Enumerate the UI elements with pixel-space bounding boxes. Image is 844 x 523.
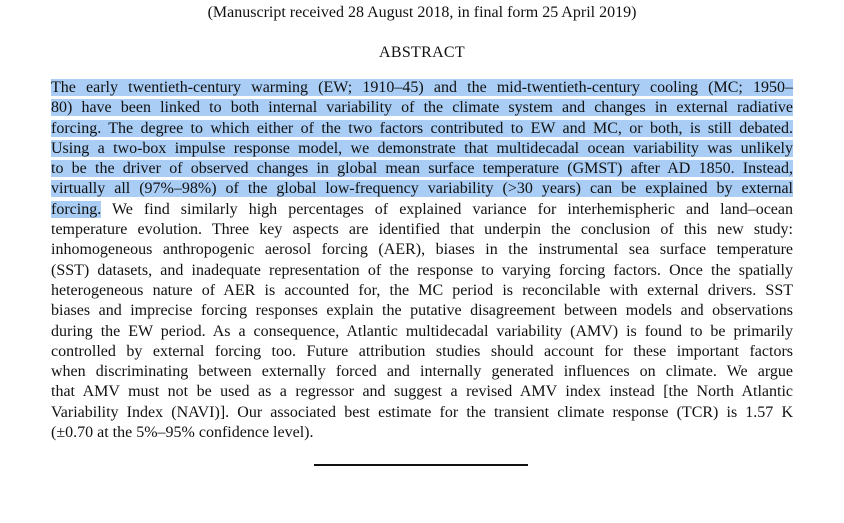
plain-text: We find similarly high percentages of explained variance for interhemispheric and land–ocean [101, 200, 793, 218]
abstract-line [51, 261, 793, 281]
abstract-line [51, 342, 793, 362]
abstract-line [51, 403, 793, 423]
abstract-line [51, 220, 793, 240]
plain-text: inhomogeneous anthropogenic aerosol forcing (AER), biases in the instrumental sea surface temperature [51, 241, 793, 259]
abstract-line [51, 281, 793, 301]
plain-text: when discriminating between externally forced and internally generated influences on climate. We argue [51, 363, 793, 381]
abstract-line [51, 159, 793, 179]
highlighted-text: Using a two-box impulse response model, we demonstrate that multidecadal ocean variability was unlikely [51, 139, 793, 157]
plain-text: that AMV must not be used as a regressor and suggest a revised AMV index instead [the North Atlantic [51, 383, 793, 401]
abstract-line [51, 200, 793, 220]
abstract-line [51, 139, 793, 159]
abstract-line [51, 78, 793, 98]
highlighted-text: to be the driver of observed changes in global mean surface temperature (GMST) after AD 1850. Instead, [51, 160, 793, 178]
highlighted-text: 80) have been linked to both internal variability of the climate system and changes in external radiative [51, 99, 793, 117]
plain-text: (SST) datasets, and inadequate representation of the response to varying forcing factors. Once the spatially [51, 261, 793, 279]
plain-text: biases and imprecise forcing responses explain the putative disagreement between models and observations [51, 302, 793, 320]
plain-text: heterogeneous nature of AER is accounted for, the MC period is reconcilable with external drivers. SST [51, 281, 793, 299]
plain-text: temperature evolution. Three key aspects are identified that underpin the conclusion of this new study: [51, 221, 793, 239]
highlighted-text: forcing. The degree to which either of the two factors contributed to EW and MC, or both, is still debated. [51, 119, 793, 137]
manuscript-received-note: (Manuscript received 28 August 2018, in final form 25 April 2019) [207, 4, 637, 21]
plain-text: controlled by external forcing too. Future attribution studies should account for these important factors [51, 342, 793, 360]
plain-text: Variability Index (NAVI)]. Our associated best estimate for the transient climate response (TCR) is 1.57 K [51, 403, 793, 421]
abstract-line [51, 240, 793, 260]
abstract-body [51, 78, 793, 443]
abstract-line [51, 362, 793, 382]
abstract-heading: ABSTRACT [379, 44, 465, 61]
abstract-line [51, 301, 793, 321]
plain-text: during the EW period. As a consequence, Atlantic multidecadal variability (AMV) is found to be primarily [51, 322, 793, 340]
abstract-line [51, 382, 793, 402]
abstract-line [51, 423, 793, 443]
abstract-line [51, 322, 793, 342]
abstract-line [51, 119, 793, 139]
plain-text: (±0.70 at the 5%–95% confidence level). [51, 424, 314, 442]
highlighted-text: forcing. [51, 200, 102, 218]
highlighted-text: virtually all (97%–98%) of the global low-frequency variability (>30 years) can be explained by external [51, 180, 793, 198]
abstract-line [51, 98, 793, 118]
section-divider [314, 464, 528, 466]
highlighted-text: The early twentieth-century warming (EW; 1910–45) and the mid-twentieth-century cooling (MC; 1950– [51, 79, 793, 96]
abstract-line [51, 179, 793, 199]
